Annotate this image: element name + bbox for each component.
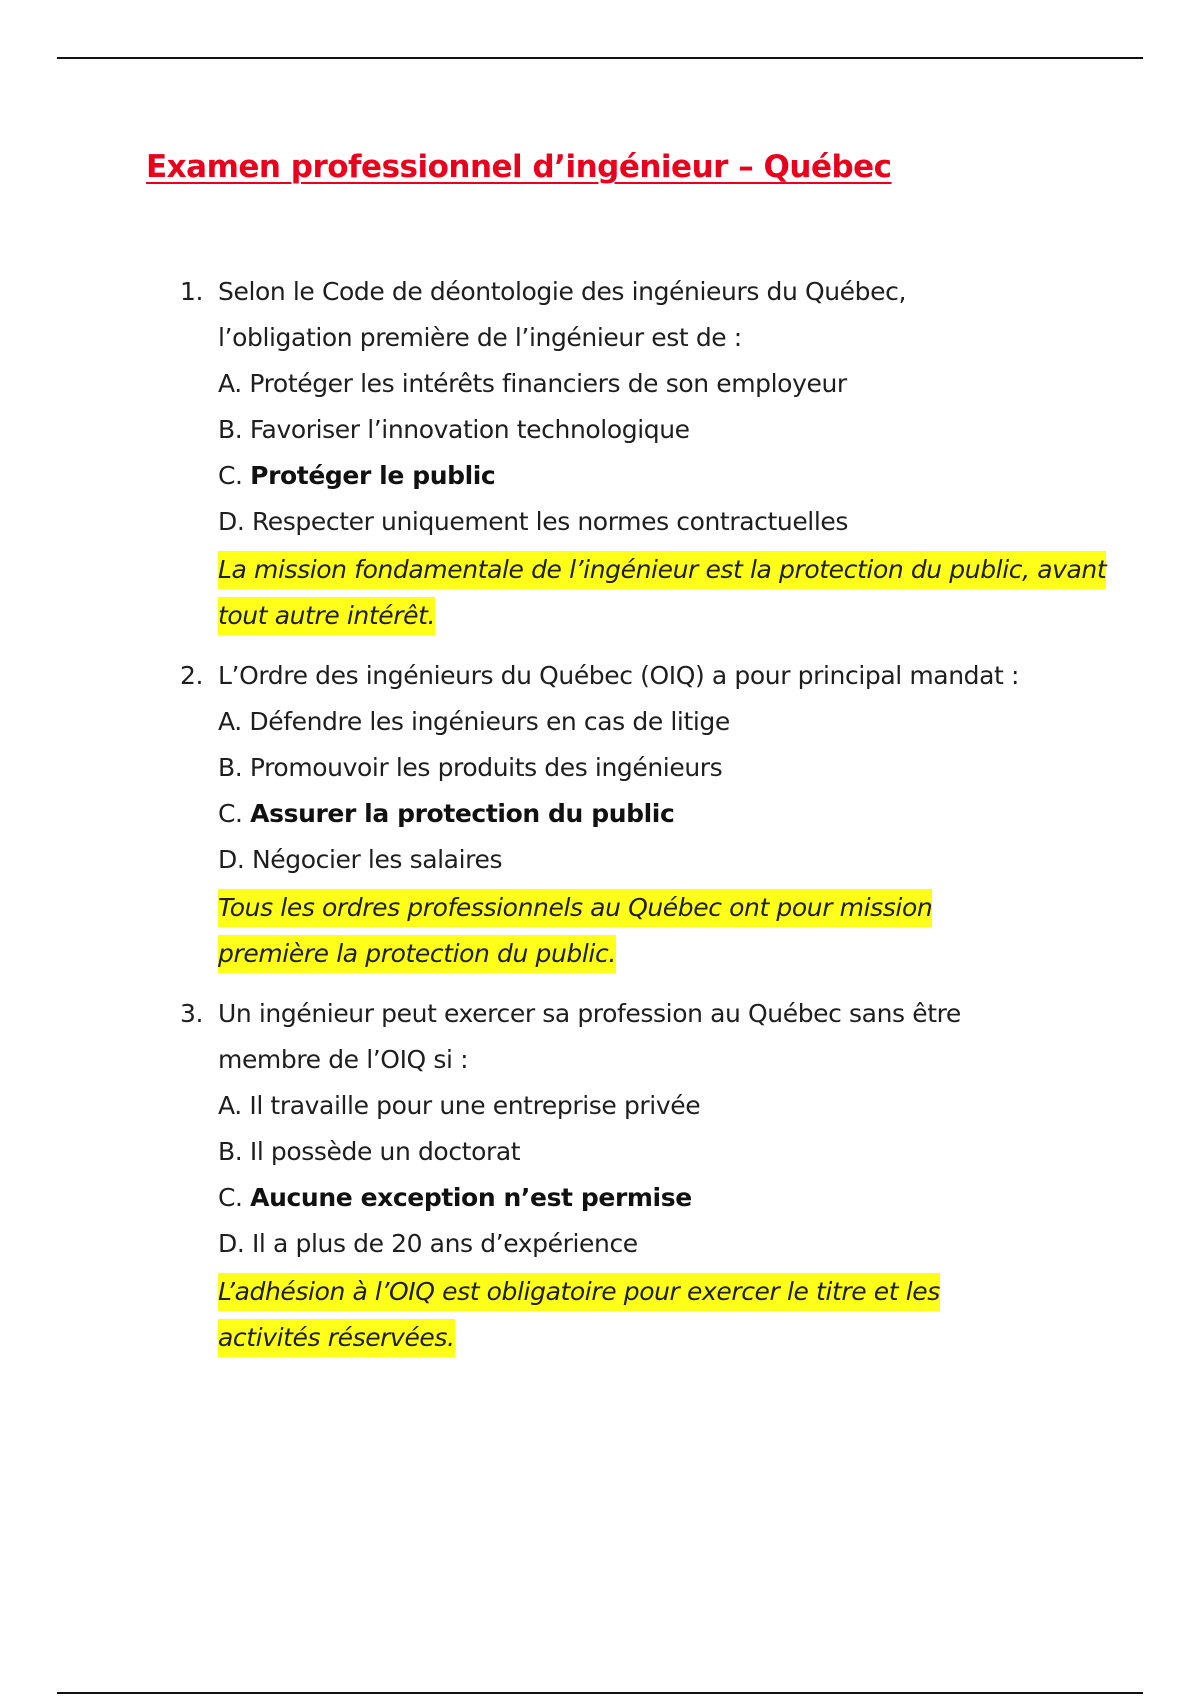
correct-answer-text: Aucune exception n’est permise [250, 1183, 692, 1212]
option-text: Négocier les salaires [251, 845, 503, 874]
option-c-correct [218, 1175, 1140, 1221]
question-number: 3. [180, 999, 204, 1028]
option-letter: B. [218, 415, 243, 444]
option-text: Il possède un doctorat [249, 1137, 521, 1166]
option-letter: C. [218, 461, 243, 490]
question-text: Un ingénieur peut exercer sa profession au Québec sans être membre de l’OIQ si : [218, 999, 961, 1074]
document-title: Examen professionnel d’ingénieur – Québec [146, 149, 892, 185]
option-c-correct [218, 453, 1140, 499]
explanation-text: La mission fondamentale de l’ingénieur est la protection du public, avant tout autre intérêt. [218, 551, 1106, 635]
bottom-rule [57, 1692, 1143, 1694]
option-letter: B. [218, 1137, 243, 1166]
explanation-highlight [218, 547, 1118, 639]
option-letter: A. [218, 1091, 242, 1120]
option-text: Protéger les intérêts financiers de son employeur [249, 369, 847, 398]
question-number: 2. [180, 661, 204, 690]
option-d [218, 837, 1140, 883]
option-letter: D. [218, 845, 245, 874]
explanation-text: Tous les ordres professionnels au Québec ont pour mission première la protection du public. [218, 889, 932, 973]
option-b [218, 1129, 1140, 1175]
option-letter: C. [218, 1183, 243, 1212]
top-rule [57, 57, 1143, 59]
option-letter: B. [218, 753, 243, 782]
question-3 [180, 991, 1140, 1361]
option-a [218, 699, 1140, 745]
option-text: Défendre les ingénieurs en cas de litige [249, 707, 730, 736]
option-text: Promouvoir les produits des ingénieurs [249, 753, 723, 782]
option-letter: C. [218, 799, 243, 828]
option-a [218, 1083, 1140, 1129]
correct-answer-text: Protéger le public [250, 461, 496, 490]
option-text: Il a plus de 20 ans d’expérience [251, 1229, 638, 1258]
option-a [218, 361, 1140, 407]
option-text: Favoriser l’innovation technologique [249, 415, 690, 444]
explanation-text: L’adhésion à l’OIQ est obligatoire pour exercer le titre et les activités réservées. [218, 1273, 940, 1357]
option-text: Respecter uniquement les normes contractuelles [251, 507, 849, 536]
explanation-highlight [218, 1269, 1018, 1361]
question-1 [180, 269, 1140, 639]
question-text: L’Ordre des ingénieurs du Québec (OIQ) a pour principal mandat : [218, 661, 1020, 690]
option-c-correct [218, 791, 1140, 837]
option-b [218, 407, 1140, 453]
option-d [218, 1221, 1140, 1267]
option-letter: A. [218, 369, 242, 398]
option-letter: D. [218, 507, 245, 536]
question-number: 1. [180, 277, 204, 306]
option-b [218, 745, 1140, 791]
explanation-highlight [218, 885, 1008, 977]
option-letter: A. [218, 707, 242, 736]
question-list [180, 269, 1140, 1361]
question-text: Selon le Code de déontologie des ingénieurs du Québec, l’obligation première de l’ingénieur est de : [218, 277, 907, 352]
question-2 [180, 653, 1140, 977]
option-letter: D. [218, 1229, 245, 1258]
correct-answer-text: Assurer la protection du public [250, 799, 675, 828]
option-d [218, 499, 1140, 545]
option-text: Il travaille pour une entreprise privée [249, 1091, 701, 1120]
